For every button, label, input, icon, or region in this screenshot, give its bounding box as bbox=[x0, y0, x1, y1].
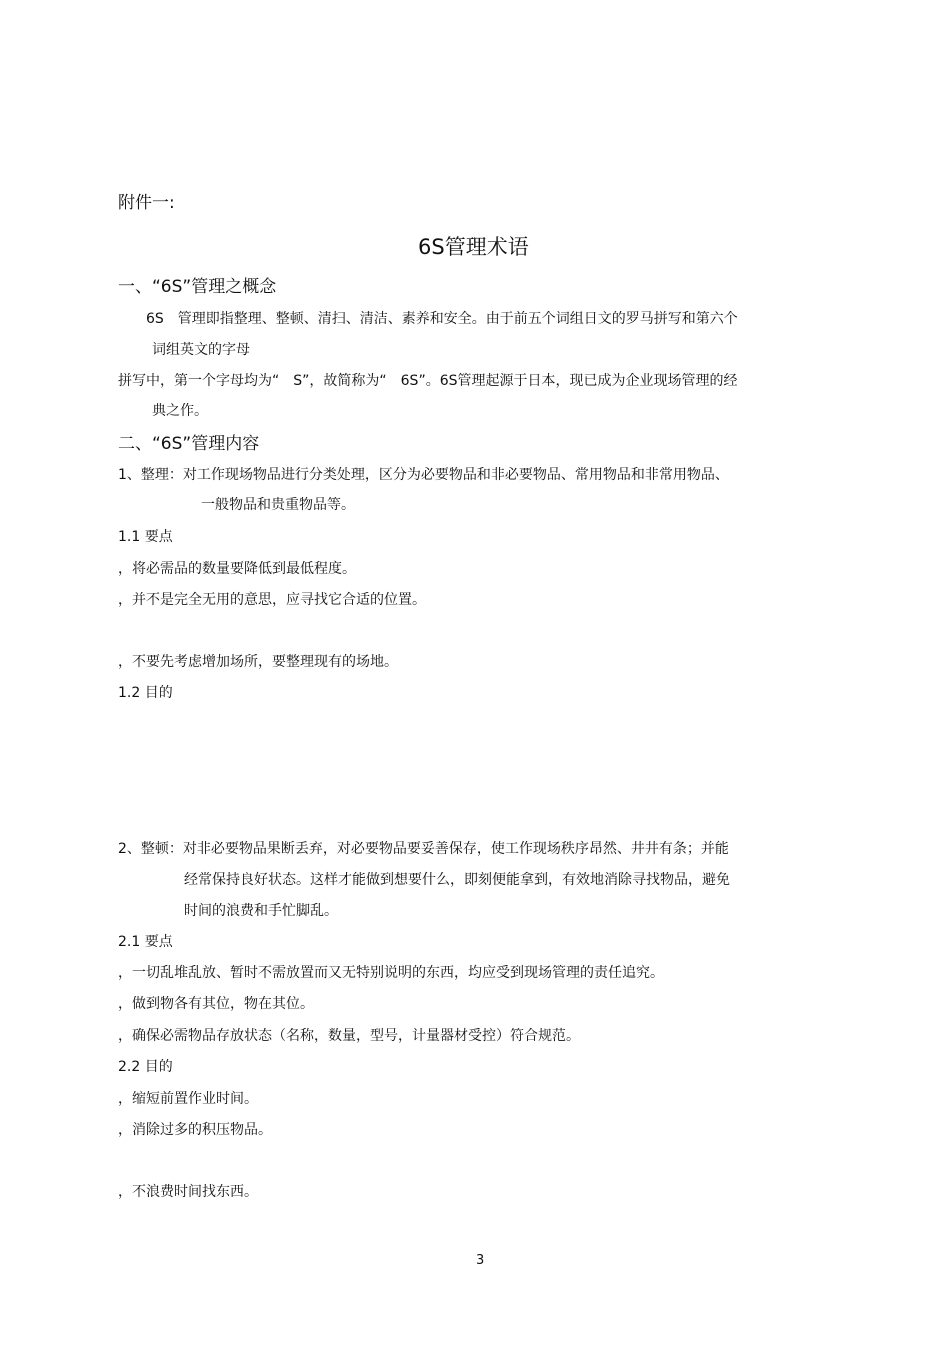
item2-line1: 2、整顿：对非必要物品果断丢弃，对必要物品要妥善保存，使工作现场秩序昂然、井井有条；并能 bbox=[118, 841, 729, 857]
item1-point: ，将必需品的数量要降低到最低程度。 bbox=[118, 561, 356, 577]
item2-line2: 经常保持良好状态。这样才能做到想要什么，即刻便能拿到，有效地消除寻找物品，避免 bbox=[184, 872, 730, 888]
item2-purpose: ，不浪费时间找东西。 bbox=[118, 1184, 258, 1200]
item1-line1: 1、整理：对工作现场物品进行分类处理，区分为必要物品和非必要物品、常用物品和非常用物品、 bbox=[118, 467, 729, 483]
item1-sub1-heading: 1.1 要点 bbox=[118, 529, 173, 545]
attachment-label: 附件一: bbox=[118, 193, 175, 213]
item2-purpose: ，消除过多的积压物品。 bbox=[118, 1122, 272, 1138]
item1-point: ，不要先考虑增加场所，要整理现有的场地。 bbox=[118, 654, 398, 670]
item2-purpose: ，缩短前置作业时间。 bbox=[118, 1091, 258, 1107]
section1-paragraph-line1: 6S 管理即指整理、整顿、清扫、清洁、素养和安全。由于前五个词组日文的罗马拼写和第六个 bbox=[146, 311, 738, 327]
item2-sub1-heading: 2.1 要点 bbox=[118, 934, 173, 950]
item2-line3: 时间的浪费和手忙脚乱。 bbox=[184, 903, 338, 919]
section1-paragraph-line2: 词组英文的字母 bbox=[152, 342, 250, 358]
item2-point: ，确保必需物品存放状态（名称，数量，型号，计量器材受控）符合规范。 bbox=[118, 1028, 580, 1044]
section1-heading: 一、“6S”管理之概念 bbox=[118, 277, 277, 297]
item2-point: ，一切乱堆乱放、暂时不需放置而又无特别说明的东西，均应受到现场管理的责任追究。 bbox=[118, 965, 664, 981]
item2-point: ，做到物各有其位，物在其位。 bbox=[118, 996, 314, 1012]
section2-heading: 二、“6S”管理内容 bbox=[118, 434, 260, 454]
section1-paragraph-line4: 典之作。 bbox=[152, 403, 208, 419]
item2-sub2-heading: 2.2 目的 bbox=[118, 1059, 173, 1075]
item1-point: ，并不是完全无用的意思，应寻找它合适的位置。 bbox=[118, 592, 426, 608]
item1-sub2-heading: 1.2 目的 bbox=[118, 685, 173, 701]
document-title: 6S管理术语 bbox=[418, 235, 529, 259]
section1-paragraph-line3: 拼写中，第一个字母均为“ S”，故简称为“ 6S”。6S管理起源于日本，现已成为企业现场管理的经 bbox=[118, 373, 738, 389]
page-number: 3 bbox=[476, 1253, 485, 1268]
item1-line2: 一般物品和贵重物品等。 bbox=[201, 497, 355, 513]
